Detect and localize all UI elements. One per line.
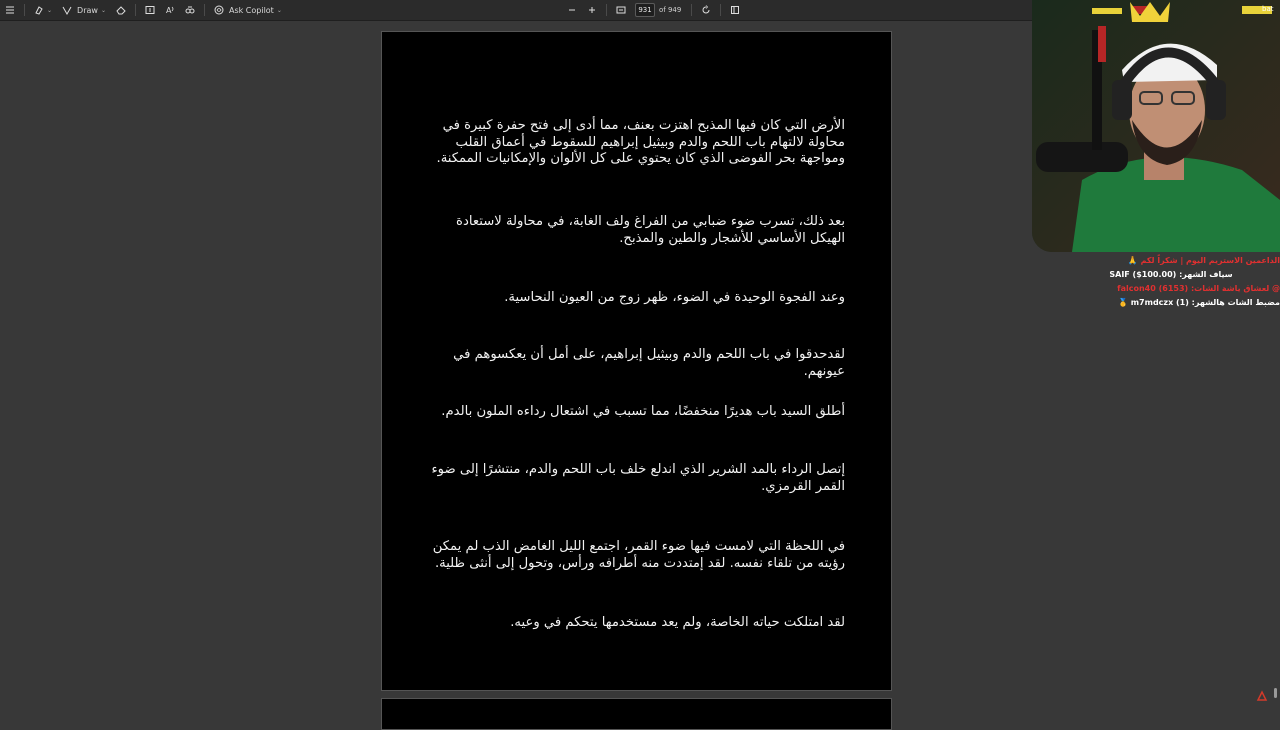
- draw-button[interactable]: [57, 0, 111, 20]
- svg-text:A: A: [165, 6, 172, 15]
- page-number-input[interactable]: [635, 3, 655, 17]
- chevron-down-icon[interactable]: ⌄: [276, 6, 282, 14]
- divider: [720, 4, 721, 16]
- page-view-icon: [730, 5, 740, 15]
- divider: [606, 4, 607, 16]
- chevron-down-icon[interactable]: ⌄: [100, 6, 106, 14]
- immersive-reader-button[interactable]: [180, 0, 200, 20]
- zoom-out-button[interactable]: [562, 0, 582, 20]
- draw-label: Draw: [77, 5, 98, 15]
- chat-line: مضبط الشات هالشهر: m7mdczx (1) 🥇: [1117, 298, 1280, 307]
- streamer-webcam-image: [1032, 0, 1280, 252]
- pdf-icon: [1256, 690, 1268, 702]
- paragraph: وعند الفجوة الوحيدة في الضوء، ظهر زوج من العيون النحاسية.: [504, 290, 845, 305]
- page-total-label: of 949: [659, 6, 682, 14]
- divider: [691, 4, 692, 16]
- erase-button[interactable]: [111, 0, 131, 20]
- rotate-icon: [701, 5, 711, 15]
- paragraph: أطلق السيد باب هديرًا منخفضًا، مما تسبب في اشتعال رداءه الملون بالدم.: [441, 404, 845, 419]
- divider: [24, 4, 25, 16]
- ask-copilot-button[interactable]: [209, 0, 287, 20]
- minus-icon: [567, 5, 577, 15]
- eraser-icon: [116, 5, 126, 15]
- contents-button[interactable]: [0, 0, 20, 20]
- zoom-in-button[interactable]: [582, 0, 602, 20]
- paragraph: لقد امتلكت حياته الخاصة، ولم يعد مستخدمها يتحكم في وعيه.: [510, 615, 845, 630]
- immersive-reader-icon: [185, 5, 195, 15]
- highlight-button[interactable]: [29, 0, 57, 20]
- overlay-corner-text: bat: [1262, 5, 1274, 13]
- list-icon: [5, 5, 15, 15]
- pdf-page-next: [381, 698, 892, 730]
- chat-line: الداعمين الاستريم اليوم | شكراً لكم 🙏: [1127, 256, 1280, 265]
- paragraph: إتصل الرداء بالمد الشرير الذي اندلع خلف باب اللحم والدم، منتشرًا إلى ضوء القمر القرمزي.: [431, 462, 845, 494]
- paragraph: في اللحظة التي لامست فيها ضوء القمر، اجتمع الليل الغامض الذب لم يمكن رؤيته من تلقاء نفسه. لقد إمتددت منه أطرافه ورأس، وتحول إلى أنثى ظلية.: [432, 539, 845, 571]
- rotate-button[interactable]: [696, 0, 716, 20]
- paragraph: بعد ذلك، تسرب ضوء ضبابي من الفراغ ولف الغابة، في محاولة لاستعادة الهيكل الأساسي للأشجار والطين والمذبح.: [456, 214, 845, 246]
- page-navigation: [562, 0, 745, 20]
- page-view-button[interactable]: [725, 0, 745, 20]
- plus-icon: [587, 5, 597, 15]
- chat-line: @ لعشاق ياشة الشات: falcon40 (6153): [1117, 284, 1280, 293]
- fit-to-page-icon: [616, 5, 626, 15]
- read-aloud-button[interactable]: [160, 0, 180, 20]
- chevron-down-icon[interactable]: ⌄: [47, 6, 53, 14]
- vertical-scrollbar[interactable]: [1274, 688, 1277, 698]
- add-text-button[interactable]: [140, 0, 160, 20]
- pdf-page: [381, 31, 892, 691]
- webcam-overlay: [1032, 0, 1280, 252]
- highlighter-icon: [34, 5, 44, 15]
- copilot-icon: [214, 5, 224, 15]
- text-box-icon: [145, 5, 155, 15]
- paragraph: لقدحدقوا في باب اللحم والدم وبيثيل إبراهيم، على أمل أن يعكسوهم في عيونهم.: [453, 347, 845, 379]
- divider: [135, 4, 136, 16]
- paragraph: الأرض التي كان فيها المذبح اهتزت بعنف، مما أدى إلى فتح حفرة كبيرة في محاولة لالتهام باب اللحم والدم وبيثيل إبراهيم للسقوط في أعماق القلب ومواجهة بحر الفوضى الذي كان يحتوي على كل الألوان والإمكانيات الممكنة.: [436, 118, 845, 166]
- fit-page-button[interactable]: [611, 0, 631, 20]
- chat-line: سياف الشهر: SAIF ($100.00): [1109, 270, 1233, 279]
- ask-copilot-label: Ask Copilot: [228, 5, 274, 15]
- divider: [204, 4, 205, 16]
- draw-icon: [62, 5, 72, 15]
- supporters-overlay: [1062, 254, 1280, 310]
- read-aloud-icon: [165, 5, 175, 15]
